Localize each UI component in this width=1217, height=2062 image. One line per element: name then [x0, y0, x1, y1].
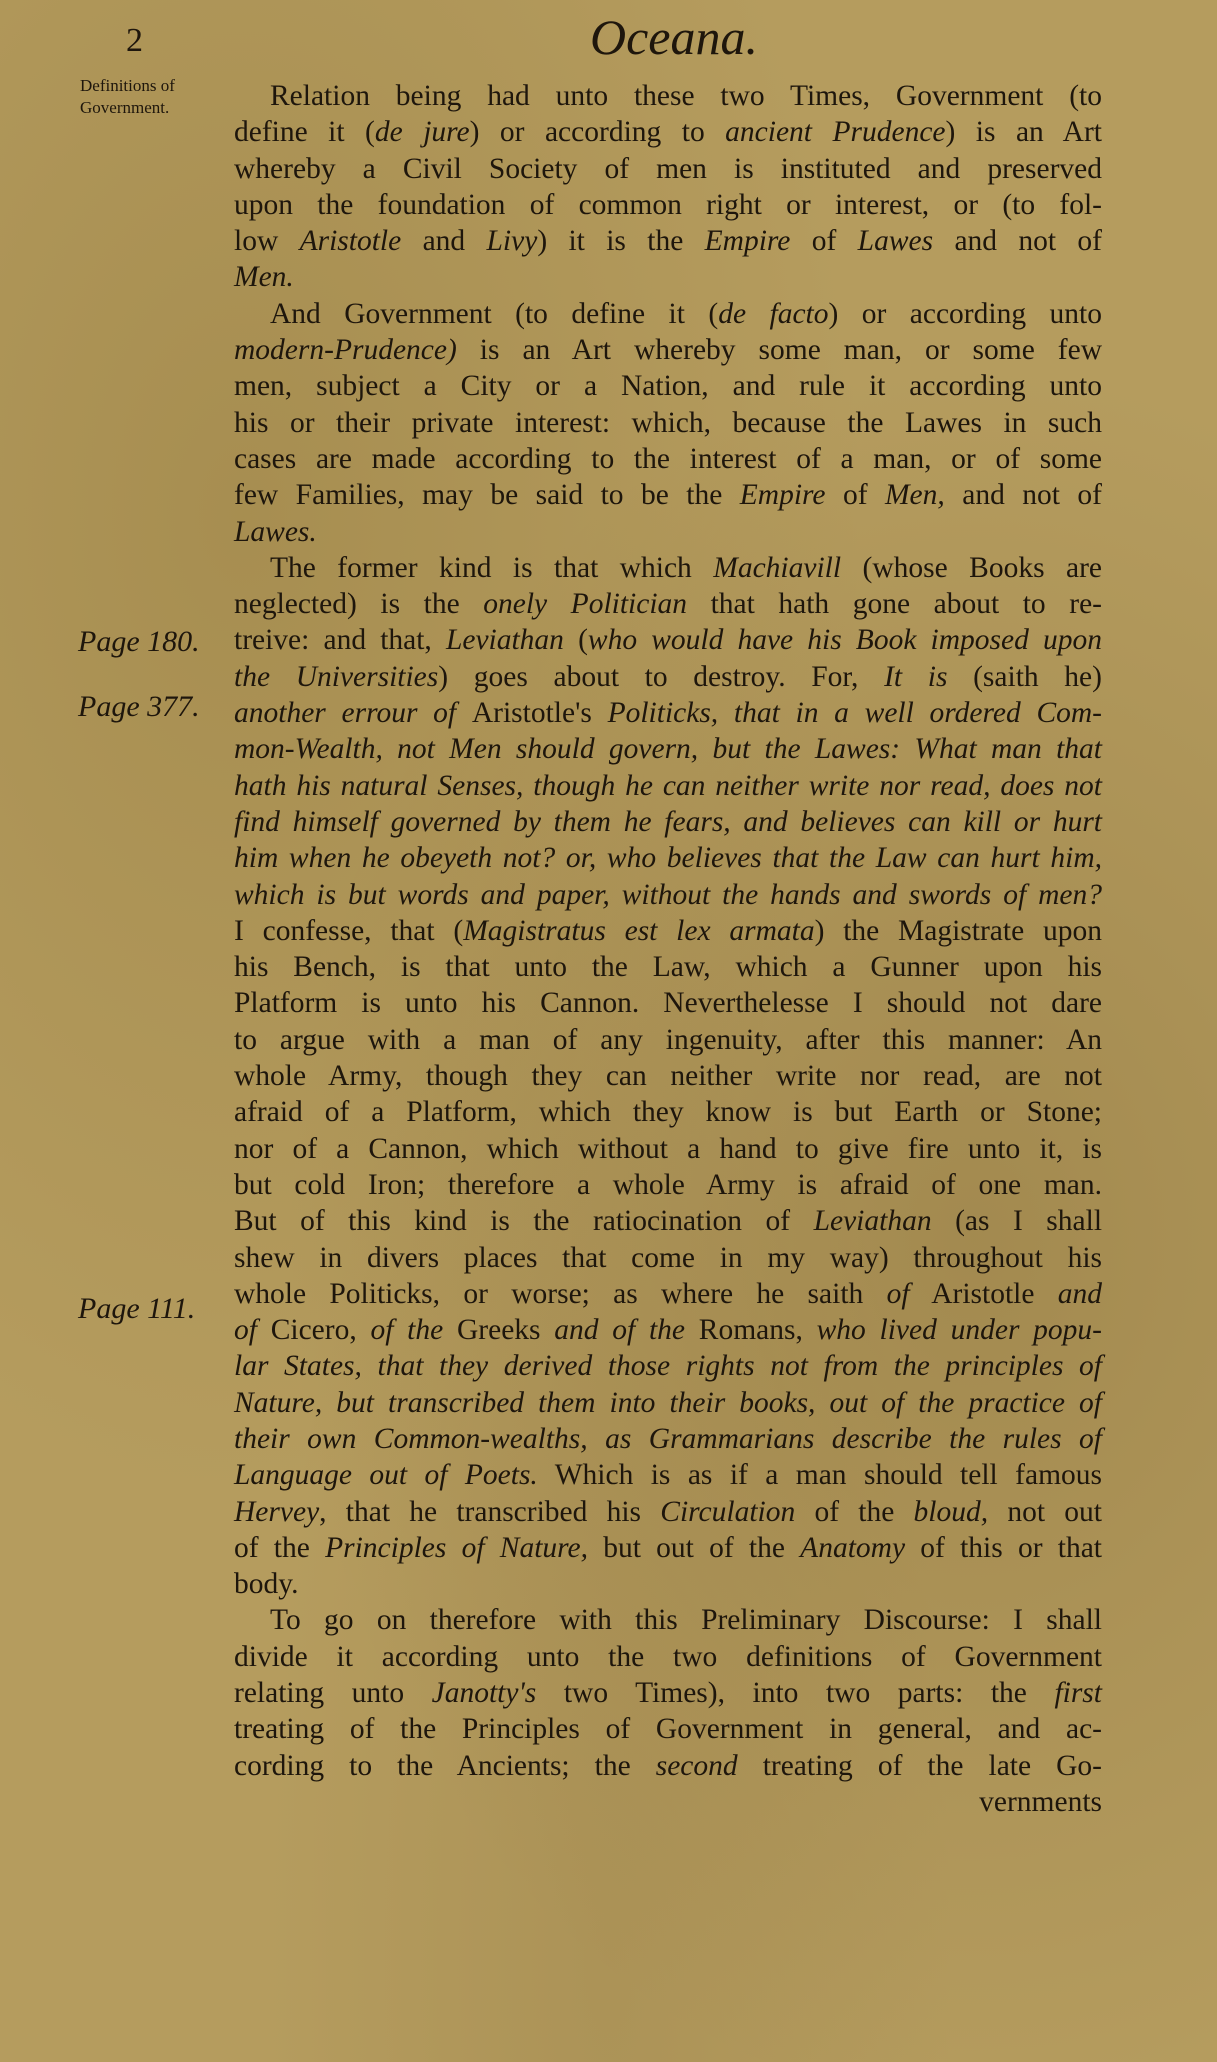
text-line: Lawes.	[234, 515, 317, 548]
text-line: upon the foundation of common right or interest, or (to fol-	[234, 188, 1102, 221]
text-line: shew in divers places that come in my way) throughout his	[234, 1241, 1102, 1274]
text-line: Nature, but transcribed them into their books, out of the practice of	[234, 1386, 1102, 1419]
margin-note-line: Government.	[80, 98, 170, 117]
margin-note-line: Definitions of	[80, 76, 175, 95]
margin-ref-page-180: Page 180.	[78, 625, 200, 658]
text-line: whole Army, though they can neither write nor read, are not	[234, 1060, 1102, 1093]
text-line: to argue with a man of any ingenuity, after this manner: An	[234, 1023, 1102, 1056]
text-line: divide it according unto the two definitions of Government	[234, 1640, 1102, 1673]
text-line: But of this kind is the ratiocination of Leviathan (as I shall	[234, 1205, 1103, 1238]
text-line: neglected) is the onely Politician that hath gone about to re-	[234, 588, 1102, 621]
text-line: which is but words and paper, without the hands and swords of men?	[234, 878, 1102, 911]
text-line: define it (de jure) or according to ancient Prudence) is an Art	[234, 116, 1102, 149]
text-line: the Universities) goes about to destroy. For, It is (saith he)	[234, 660, 1102, 693]
text-line: find himself governed by them he fears, and believes can kill or hurt	[234, 805, 1102, 838]
text-line: treive: and that, Leviathan (who would have his Book imposed upon	[234, 624, 1102, 657]
text-line: To go on therefore with this Preliminary Discourse: I shall	[270, 1604, 1102, 1637]
margin-note-definitions	[80, 75, 175, 119]
body-text	[234, 78, 1102, 1820]
running-title: Oceana.	[590, 9, 758, 65]
text-line: lar States, that they derived those rights not from the principles of	[234, 1350, 1102, 1383]
text-line: Men.	[234, 261, 294, 294]
text-line: his or their private interest: which, because the Lawes in such	[234, 406, 1102, 439]
margin-ref-page-111: Page 111.	[78, 1292, 196, 1325]
text-line: few Families, may be said to be the Empire of Men, and not of	[234, 479, 1102, 512]
text-line: Platform is unto his Cannon. Neverthelesse I should not dare	[234, 987, 1102, 1020]
text-line: Language out of Poets. Which is as if a man should tell famous	[234, 1459, 1102, 1492]
text-line: of the Principles of Nature, but out of the Anatomy of this or that	[234, 1531, 1102, 1564]
text-line: of Cicero, of the Greeks and of the Romans, who lived under popu-	[234, 1314, 1102, 1347]
text-line: cases are made according to the interest of a man, or of some	[234, 442, 1102, 475]
text-line: their own Common-wealths, as Grammarians describe the rules of	[234, 1422, 1102, 1455]
text-line: relating unto Janotty's two Times), into two parts: the first	[234, 1677, 1102, 1710]
text-line: whereby a Civil Society of men is instituted and preserved	[234, 152, 1102, 185]
text-line: mon-Wealth, not Men should govern, but the Lawes: What man that	[234, 733, 1102, 766]
text-line: And Government (to define it (de facto) or according unto	[270, 297, 1102, 330]
text-line: nor of a Cannon, which without a hand to give fire unto it, is	[234, 1132, 1102, 1165]
text-line: cording to the Ancients; the second treating of the late Go-	[234, 1749, 1102, 1782]
text-line: Hervey, that he transcribed his Circulation of the bloud, not out	[234, 1495, 1102, 1528]
text-line: low Aristotle and Livy) it is the Empire of Lawes and not of	[234, 225, 1103, 258]
text-line: treating of the Principles of Government in general, and ac-	[234, 1713, 1102, 1746]
text-line: his Bench, is that unto the Law, which a Gunner upon his	[234, 951, 1102, 984]
catchword: vernments	[979, 1785, 1102, 1818]
text-line: men, subject a City or a Nation, and rule it according unto	[234, 370, 1102, 403]
text-line: but cold Iron; therefore a whole Army is afraid of one man.	[234, 1168, 1102, 1201]
text-line: afraid of a Platform, which they know is but Earth or Stone;	[234, 1096, 1102, 1129]
text-line: Relation being had unto these two Times, Government (to	[270, 80, 1102, 112]
text-line: hath his natural Senses, though he can neither write nor read, does not	[234, 769, 1102, 802]
text-line: body.	[234, 1568, 299, 1601]
page-number: 2	[126, 22, 143, 59]
text-line: modern-Prudence) is an Art whereby some man, or some few	[234, 334, 1102, 367]
text-line: him when he obeyeth not? or, who believes that the Law can hurt him,	[234, 842, 1102, 875]
text-line: The former kind is that which Machiavill (whose Books are	[270, 551, 1102, 584]
margin-ref-page-377: Page 377.	[78, 690, 200, 723]
text-line: whole Politicks, or worse; as where he saith of Aristotle and	[234, 1277, 1102, 1310]
text-line: another errour of Aristotle's Politicks, that in a well ordered Com-	[234, 697, 1103, 730]
text-line: I confesse, that (Magistratus est lex armata) the Magistrate upon	[234, 914, 1102, 947]
